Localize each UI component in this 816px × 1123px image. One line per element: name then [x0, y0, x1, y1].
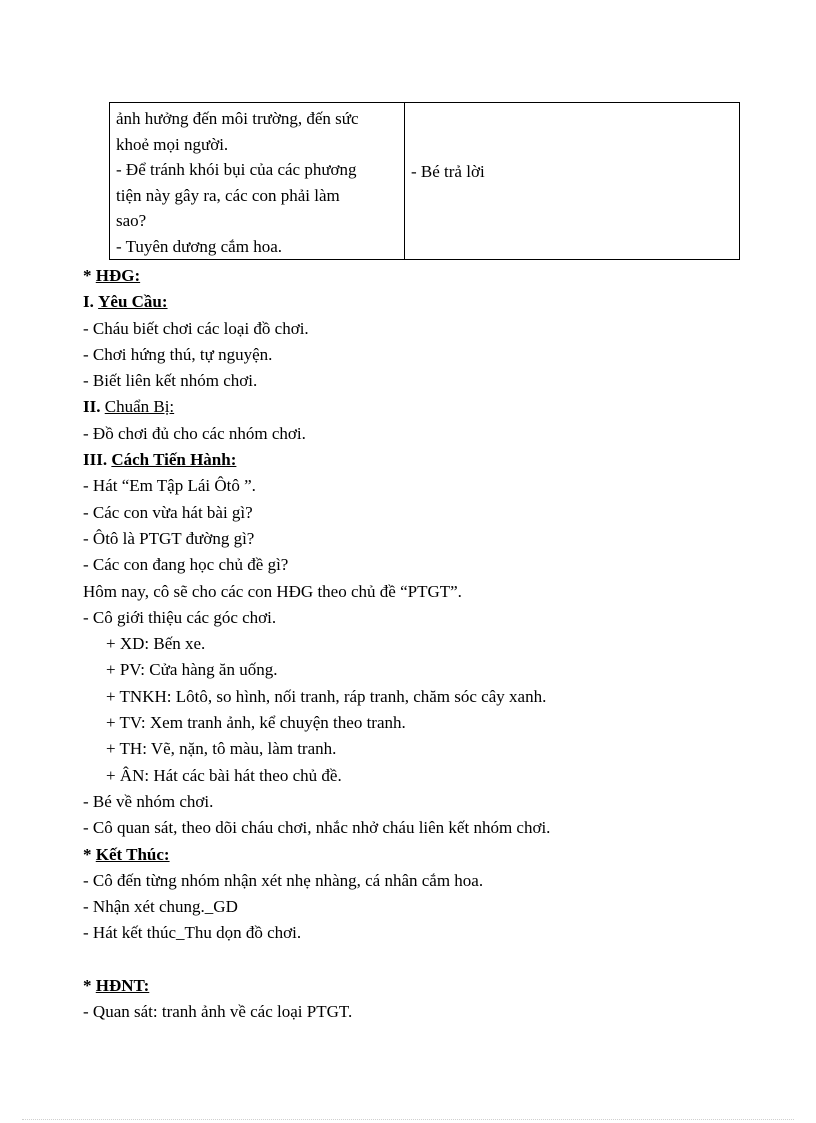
list-item: - Chơi hứng thú, tự nguyện.: [83, 344, 273, 364]
list-item: Hôm nay, cô sẽ cho các con HĐG theo chủ đề “PTGT”.: [83, 581, 462, 601]
section-heading-ket-thuc: [83, 842, 783, 868]
list-item: - Các con vừa hát bài gì?: [83, 502, 253, 522]
heading-title: Yêu Cầu:: [98, 292, 168, 312]
table-row: [110, 103, 740, 260]
section-heading-yeu-cau: [83, 289, 783, 315]
table-text-line: ảnh hưởng đến môi trường, đến sức: [116, 109, 359, 128]
corner-item: + TNKH: Lôtô, so hình, nối tranh, ráp tranh, chăm sóc cây xanh.: [106, 686, 547, 706]
heading-number: II.: [83, 397, 101, 417]
heading-title: Cách Tiến Hành:: [111, 450, 237, 470]
list-item: - Bé về nhóm chơi.: [83, 791, 214, 811]
table-text-line: - Để tránh khói bụi của các phương: [116, 160, 357, 179]
list-item: - Cháu biết chơi các loại đồ chơi.: [83, 318, 309, 338]
table-text-line: tiện này gây ra, các con phải làm: [116, 185, 340, 205]
corner-item: + TV: Xem tranh ảnh, kể chuyện theo tranh.: [106, 713, 406, 733]
list-item: - Cô giới thiệu các góc chơi.: [83, 607, 277, 627]
heading-number: I.: [83, 292, 94, 312]
corner-item: + XD: Bến xe.: [106, 634, 206, 654]
table-text-line: sao?: [116, 211, 147, 230]
heading-title: HĐG:: [95, 266, 141, 285]
heading-number: III.: [83, 450, 108, 470]
heading-title: HĐNT:: [95, 976, 150, 996]
corner-item: + ÂN: Hát các bài hát theo chủ đề.: [106, 765, 342, 785]
corner-item: + PV: Cửa hàng ăn uống.: [106, 660, 278, 680]
list-item: - Biết liên kết nhóm chơi.: [83, 371, 258, 391]
table-child-text: - Bé trả lời: [411, 161, 485, 181]
heading-title: Chuẩn Bị:: [104, 397, 175, 417]
section-heading-hdg: [83, 263, 783, 289]
corner-item: + TH: Vẽ, nặn, tô màu, làm tranh.: [106, 739, 337, 759]
heading-title: Kết Thúc:: [95, 844, 170, 864]
table-cell-teacher: [110, 103, 405, 260]
list-item: - Quan sát: tranh ảnh về các loại PTGT.: [83, 1002, 353, 1022]
list-item: - Nhận xét chung._GD: [83, 897, 238, 917]
activity-table: [109, 102, 740, 260]
table-text-line: khoẻ mọi người.: [116, 134, 229, 154]
section-heading-hdnt: [83, 973, 783, 999]
section-heading-cach-tien-hanh: [83, 447, 783, 473]
heading-star: *: [83, 976, 92, 996]
table-text-line: - Tuyên dương cắm hoa.: [116, 236, 282, 256]
heading-star: *: [83, 266, 92, 285]
list-item: - Cô đến từng nhóm nhận xét nhẹ nhàng, cá nhân cắm hoa.: [83, 870, 484, 890]
list-item: - Ôtô là PTGT đường gì?: [83, 528, 255, 548]
heading-star: *: [83, 844, 92, 864]
document-body: [83, 263, 783, 1026]
table-cell-child: [405, 103, 740, 260]
list-item: - Cô quan sát, theo dõi cháu chơi, nhắc nhở cháu liên kết nhóm chơi.: [83, 818, 551, 838]
list-item: - Hát kết thúc_Thu dọn đồ chơi.: [83, 923, 302, 943]
footer-divider: [22, 1119, 794, 1120]
list-item: - Đồ chơi đủ cho các nhóm chơi.: [83, 423, 306, 443]
list-item: - Các con đang học chủ đề gì?: [83, 555, 289, 575]
blank-line: [83, 947, 783, 973]
section-heading-chuan-bi: [83, 394, 783, 420]
list-item: - Hát “Em Tập Lái Ôtô ”.: [83, 476, 256, 496]
